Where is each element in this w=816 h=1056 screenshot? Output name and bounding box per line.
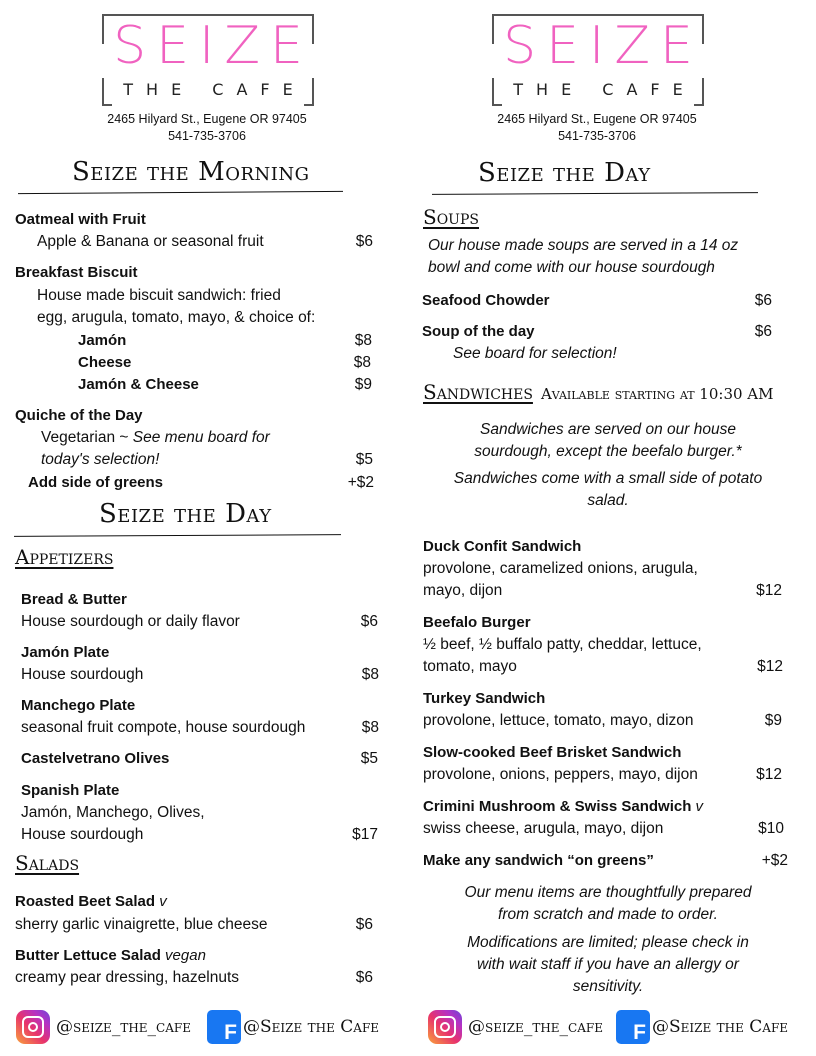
logo-tagline: THE CAFE — [513, 80, 696, 99]
appetizer-price: $8 — [361, 666, 379, 683]
biscuit-name: Breakfast Biscuit — [15, 264, 138, 281]
appetizer-desc-line2: House sourdough — [21, 826, 144, 843]
facebook-handle: @Seize the Cafe — [652, 1017, 789, 1037]
appetizer-name: Spanish Plate — [21, 782, 120, 799]
appetizer-price: $17 — [352, 826, 378, 843]
instagram-icon — [428, 1010, 462, 1044]
quiche-desc-line2: today's selection! — [41, 451, 160, 468]
logo-name: SEIZE — [503, 16, 703, 76]
salad-tag: v — [159, 893, 167, 910]
sandwich-name: Slow-cooked Beef Brisket Sandwich — [423, 744, 682, 761]
sandwiches-note-line1: Sandwiches are served on our house — [480, 421, 736, 438]
on-greens-name: Make any sandwich “on greens” — [423, 852, 654, 869]
sandwiches-availability: Available starting at 10:30 AM — [540, 385, 774, 403]
biscuit-option-price: $8 — [353, 354, 371, 371]
facebook-icon: f — [616, 1010, 650, 1044]
sandwich-name: Duck Confit Sandwich — [423, 538, 582, 555]
salad-name-row — [15, 893, 167, 910]
sandwich-desc: provolone, onions, peppers, mayo, dijon — [423, 766, 698, 783]
biscuit-option-name: Jamón — [78, 332, 127, 349]
phone: 541-735-3706 — [558, 129, 636, 143]
appetizer-desc-line1: Jamón, Manchego, Olives, — [21, 804, 205, 821]
address-block-left — [77, 111, 337, 145]
instagram-left[interactable] — [16, 1010, 191, 1044]
instagram-icon — [16, 1010, 50, 1044]
appetizer-name: Bread & Butter — [21, 591, 127, 608]
sandwiches-note — [416, 419, 800, 512]
greens-name: Add side of greens — [28, 474, 164, 491]
salad-name: Roasted Beet Salad — [15, 893, 156, 910]
footer-note-line4: with wait staff if you have an allergy or — [477, 956, 739, 973]
biscuit-option-price: $8 — [354, 332, 372, 349]
appetizer-name: Castelvetrano Olives — [21, 750, 170, 767]
address: 2465 Hilyard St., Eugene OR 97405 — [107, 112, 307, 126]
morning-title: Seize the Morning — [72, 157, 310, 187]
facebook-right[interactable] — [616, 1010, 788, 1044]
biscuit-option-price: $9 — [354, 376, 372, 393]
phone: 541-735-3706 — [168, 129, 246, 143]
soup-day-name: Soup of the day — [422, 323, 535, 340]
salad-price: $6 — [355, 916, 373, 933]
quiche-desc-italic: See menu board for — [132, 429, 270, 446]
chowder-price: $6 — [754, 292, 772, 309]
instagram-right[interactable] — [428, 1010, 603, 1044]
sandwich-price: $12 — [756, 766, 782, 783]
day-title-rule-left — [14, 534, 341, 537]
oatmeal-desc: Apple & Banana or seasonal fruit — [37, 233, 264, 250]
sandwich-name-row — [423, 798, 703, 815]
biscuit-desc-line2: egg, arugula, tomato, mayo, & choice of: — [37, 309, 316, 326]
appetizer-desc: seasonal fruit compote, house sourdough — [21, 719, 306, 736]
facebook-icon: f — [207, 1010, 241, 1044]
facebook-handle: @Seize the Cafe — [243, 1017, 380, 1037]
footer-note-line2: from scratch and made to order. — [498, 906, 718, 923]
footer-note-line5: sensitivity. — [572, 978, 644, 995]
quiche-price: $5 — [355, 451, 373, 468]
sandwich-desc-line2: tomato, mayo — [423, 658, 517, 675]
soup-day-desc: See board for selection! — [453, 345, 617, 362]
sandwiches-title: Sandwiches — [423, 380, 533, 404]
oatmeal-name: Oatmeal with Fruit — [15, 211, 146, 228]
morning-title-rule — [18, 191, 343, 194]
appetizers-title: Appetizers — [15, 545, 114, 569]
appetizer-desc: House sourdough or daily flavor — [21, 613, 240, 630]
sandwiches-note-line2: sourdough, except the beefalo burger.* — [474, 443, 742, 460]
salad-name-row — [15, 947, 206, 964]
quiche-desc-line1 — [41, 429, 270, 447]
salad-price: $6 — [355, 969, 373, 986]
soups-note-line1: Our house made soups are served in a 14 oz — [428, 237, 739, 254]
appetizer-price: $8 — [361, 719, 379, 736]
salad-tag: vegan — [165, 947, 206, 964]
instagram-handle: @seize_the_cafe — [468, 1017, 603, 1037]
address: 2465 Hilyard St., Eugene OR 97405 — [497, 112, 697, 126]
logo-right — [492, 14, 704, 106]
day-title-rule-right — [432, 192, 758, 195]
logo-tagline: THE CAFE — [123, 80, 306, 99]
footer-note-line1: Our menu items are thoughtfully prepared — [464, 884, 752, 901]
appetizer-price: $6 — [360, 613, 378, 630]
footer-note-line3: Modifications are limited; please check in — [467, 934, 749, 951]
sandwich-tag: v — [695, 798, 704, 815]
address-block-right — [467, 111, 727, 145]
sandwich-price: $12 — [756, 582, 782, 599]
sandwich-desc-line1: ½ beef, ½ buffalo patty, cheddar, lettuce, — [423, 636, 702, 653]
sandwich-price: $12 — [757, 658, 783, 675]
salad-desc: sherry garlic vinaigrette, blue cheese — [15, 916, 268, 933]
sandwich-desc-line1: provolone, caramelized onions, arugula, — [423, 560, 698, 577]
footer-note — [418, 882, 798, 998]
on-greens-price: +$2 — [761, 852, 788, 869]
sandwich-desc: swiss cheese, arugula, mayo, dijon — [423, 820, 664, 837]
sandwich-desc: provolone, lettuce, tomato, mayo, dizon — [423, 712, 694, 729]
day-title-left: Seize the Day — [99, 499, 272, 529]
soups-note-line2: bowl and come with our house sourdough — [428, 259, 715, 276]
salad-desc: creamy pear dressing, hazelnuts — [15, 969, 240, 986]
logo-name: SEIZE — [113, 16, 313, 76]
quiche-desc-vegetarian: Vegetarian ~ — [41, 429, 133, 446]
soups-title: Soups — [423, 205, 479, 229]
facebook-left[interactable] — [207, 1010, 379, 1044]
salads-title: Salads — [15, 851, 80, 875]
sandwich-price: $9 — [764, 712, 782, 729]
instagram-handle: @seize_the_cafe — [56, 1017, 191, 1037]
logo-left — [102, 14, 314, 106]
appetizer-price: $5 — [360, 750, 378, 767]
sandwiches-note-line4: salad. — [587, 492, 629, 509]
day-title-right: Seize the Day — [478, 158, 651, 188]
biscuit-option-name: Jamón & Cheese — [78, 376, 199, 393]
appetizer-desc: House sourdough — [21, 666, 144, 683]
chowder-name: Seafood Chowder — [422, 292, 550, 309]
salad-name: Butter Lettuce Salad — [15, 947, 161, 964]
sandwich-name: Turkey Sandwich — [423, 690, 546, 707]
oatmeal-price: $6 — [355, 233, 373, 250]
biscuit-desc-line1: House made biscuit sandwich: fried — [37, 287, 281, 304]
sandwich-name: Crimini Mushroom & Swiss Sandwich — [423, 798, 692, 815]
biscuit-option-name: Cheese — [78, 354, 132, 371]
quiche-name: Quiche of the Day — [15, 407, 143, 424]
sandwich-desc-line2: mayo, dijon — [423, 582, 503, 599]
sandwich-name: Beefalo Burger — [423, 614, 531, 631]
appetizer-name: Jamón Plate — [21, 644, 110, 661]
greens-price: +$2 — [347, 474, 374, 491]
soup-day-price: $6 — [754, 323, 772, 340]
sandwiches-note-line3: Sandwiches come with a small side of potato — [453, 470, 763, 487]
appetizer-name: Manchego Plate — [21, 697, 136, 714]
sandwiches-header — [423, 380, 774, 404]
sandwich-price: $10 — [758, 820, 784, 837]
